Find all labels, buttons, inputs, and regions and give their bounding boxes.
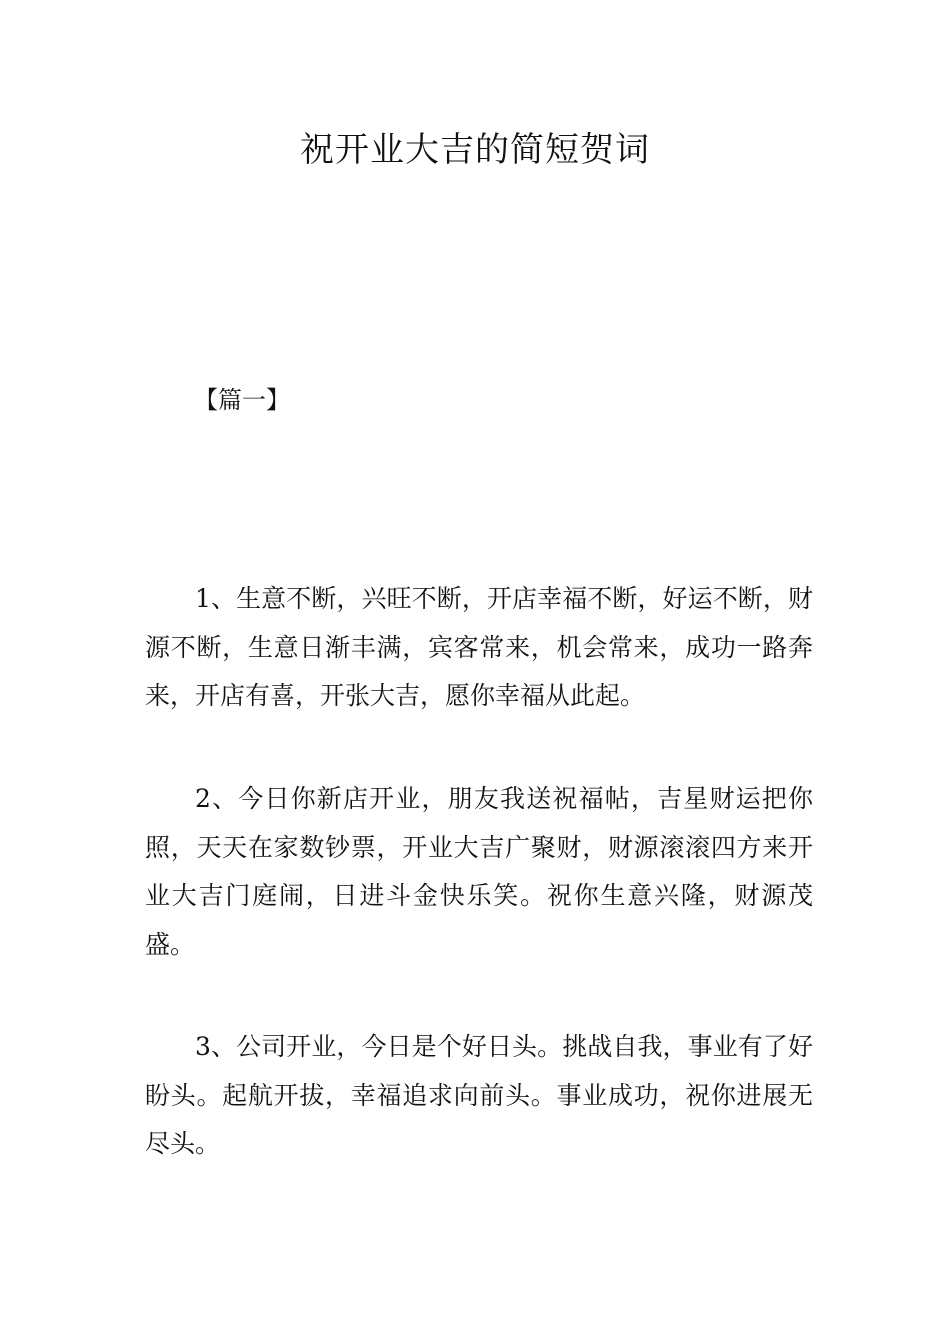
paragraph-1: 1、生意不断，兴旺不断，开店幸福不断，好运不断，财源不断，生意日渐丰满，宾客常来，机会常来，成功一路奔来，开店有喜，开张大吉，愿你幸福从此起。 (145, 584, 813, 710)
section-heading: 【篇一】 (194, 386, 290, 414)
page-title: 祝开业大吉的简短贺词 (300, 130, 650, 170)
paragraph-3: 3、公司开业，今日是个好日头。挑战自我，事业有了好盼头。起航开拔，幸福追求向前头。事业成功，祝你进展无尽头。 (145, 1032, 813, 1158)
paragraph-2: 2、今日你新店开业，朋友我送祝福帖，吉星财运把你照，天天在家数钞票，开业大吉广聚财，财源滚滚四方来开业大吉门庭闹，日进斗金快乐笑。祝你生意兴隆，财源茂盛。 (145, 784, 813, 959)
